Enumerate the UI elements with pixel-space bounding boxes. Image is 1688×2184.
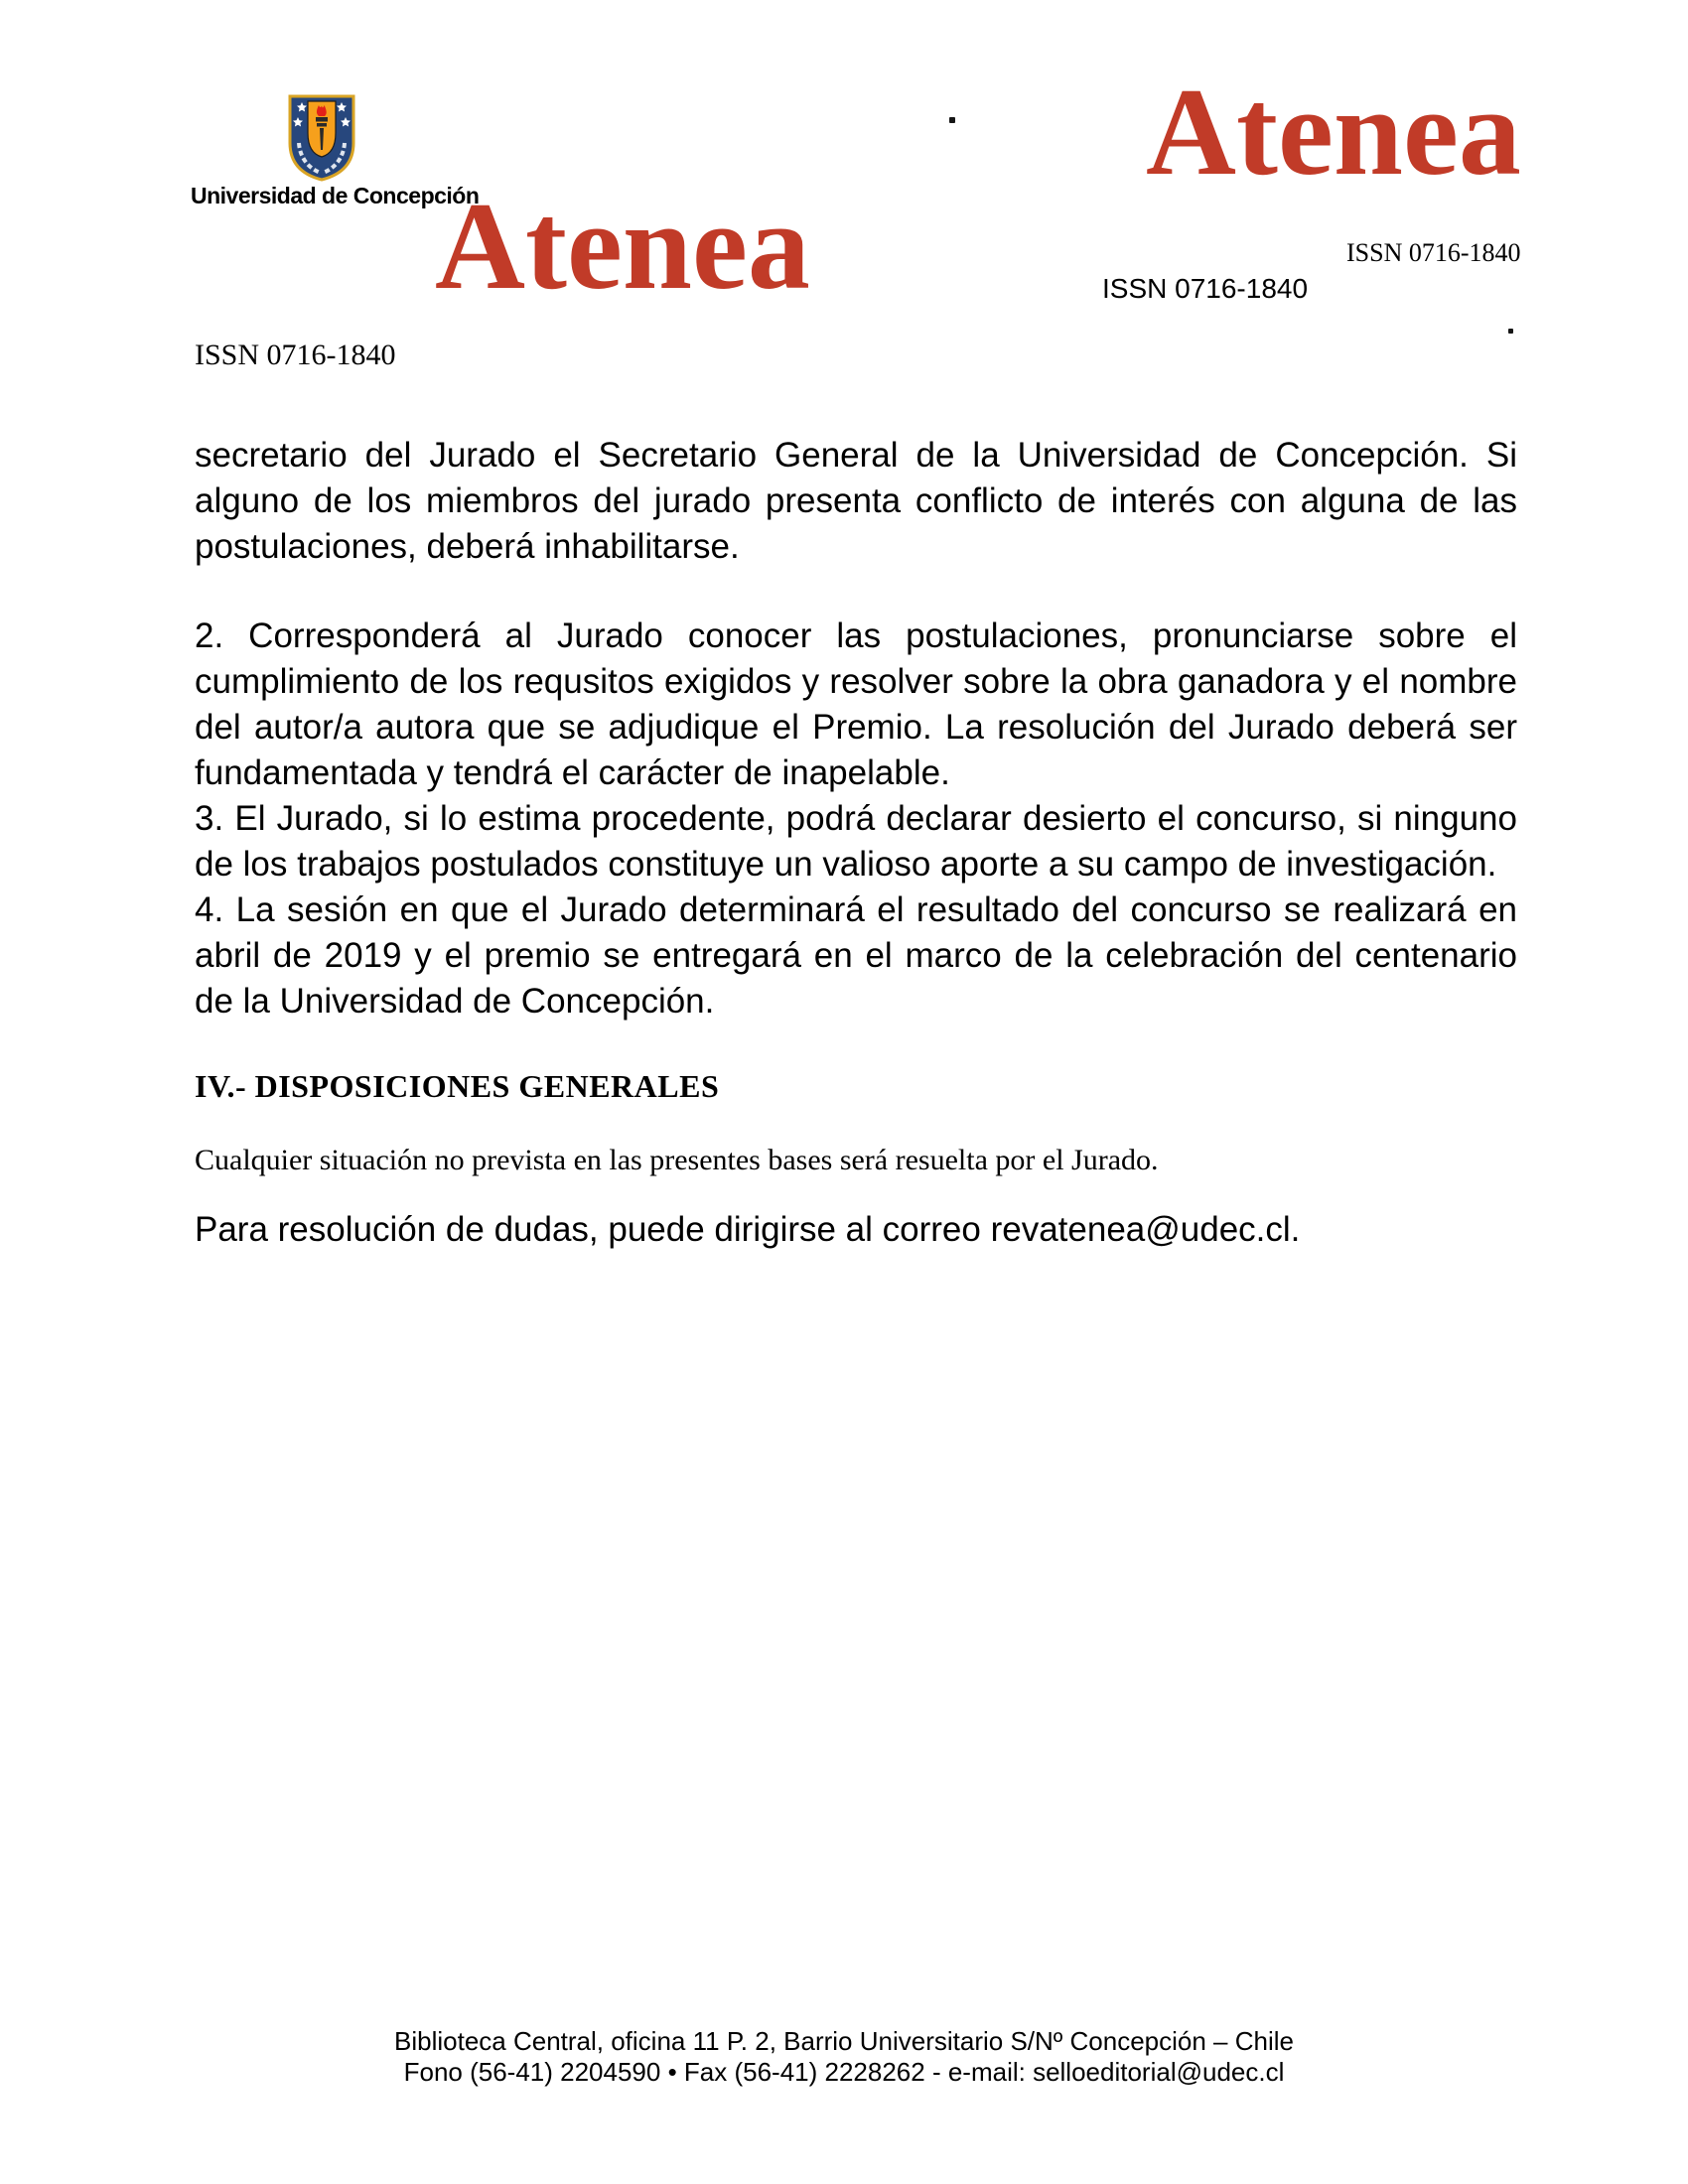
footer-address-line: Biblioteca Central, oficina 11 P. 2, Barrio Universitario S/Nº Concepción – Chile — [394, 2026, 1294, 2056]
atenea-wordmark-center: Atenea — [435, 178, 810, 316]
university-name-label: Universidad de Concepción — [191, 183, 480, 208]
ink-dot — [1508, 329, 1513, 334]
body-paragraph-2: 2. Corresponderá al Jurado conocer las postulaciones, pronunciarse sobre el cumplimiento de los requsitos exigidos y resolver sobre la obra ganadora y el nombre del autor/a autora que se adjudique el Premio. La resolución del Jurado deberá ser fundamentada y tendrá el carácter de inapelable. — [195, 616, 1517, 792]
atenea-wordmark-right: Atenea — [1146, 64, 1521, 202]
contact-paragraph: Para resolución de dudas, puede dirigirse al correo revatenea@udec.cl. — [195, 1210, 1301, 1249]
ink-dot — [949, 117, 955, 123]
university-shield-icon — [286, 93, 357, 183]
footer-contact-line: Fono (56-41) 2204590 • Fax (56-41) 2228262 - e-mail: selloeditorial@udec.cl — [403, 2057, 1285, 2087]
document-body — [195, 433, 1517, 1253]
issn-label-right-serif: ISSN 0716-1840 — [1346, 238, 1521, 267]
issn-label-left: ISSN 0716-1840 — [195, 339, 396, 371]
page-footer — [0, 2026, 1688, 2088]
body-paragraph-1: secretario del Jurado el Secretario General de la Universidad de Concepción. Si alguno de los miembros del jurado presenta conflicto de interés con alguna de las postulaciones, deberá inhabilitarse. — [195, 436, 1517, 566]
body-paragraph-4: 4. La sesión en que el Jurado determinará el resultado del concurso se realizará en abril de 2019 y el premio se entregará en el marco de la celebración del centenario de la Universidad de Concepción. — [195, 890, 1517, 1021]
body-paragraph-3: 3. El Jurado, si lo estima procedente, podrá declarar desierto el concurso, si ninguno de los trabajos postulados constituye un valioso aporte a su campo de investigación. — [195, 799, 1517, 884]
section-heading: IV.- DISPOSICIONES GENERALES — [195, 1068, 720, 1104]
issn-label-right-sans: ISSN 0716-1840 — [1102, 273, 1309, 304]
general-provisions-paragraph: Cualquier situación no prevista en las presentes bases será resuelta por el Jurado. — [195, 1144, 1159, 1176]
